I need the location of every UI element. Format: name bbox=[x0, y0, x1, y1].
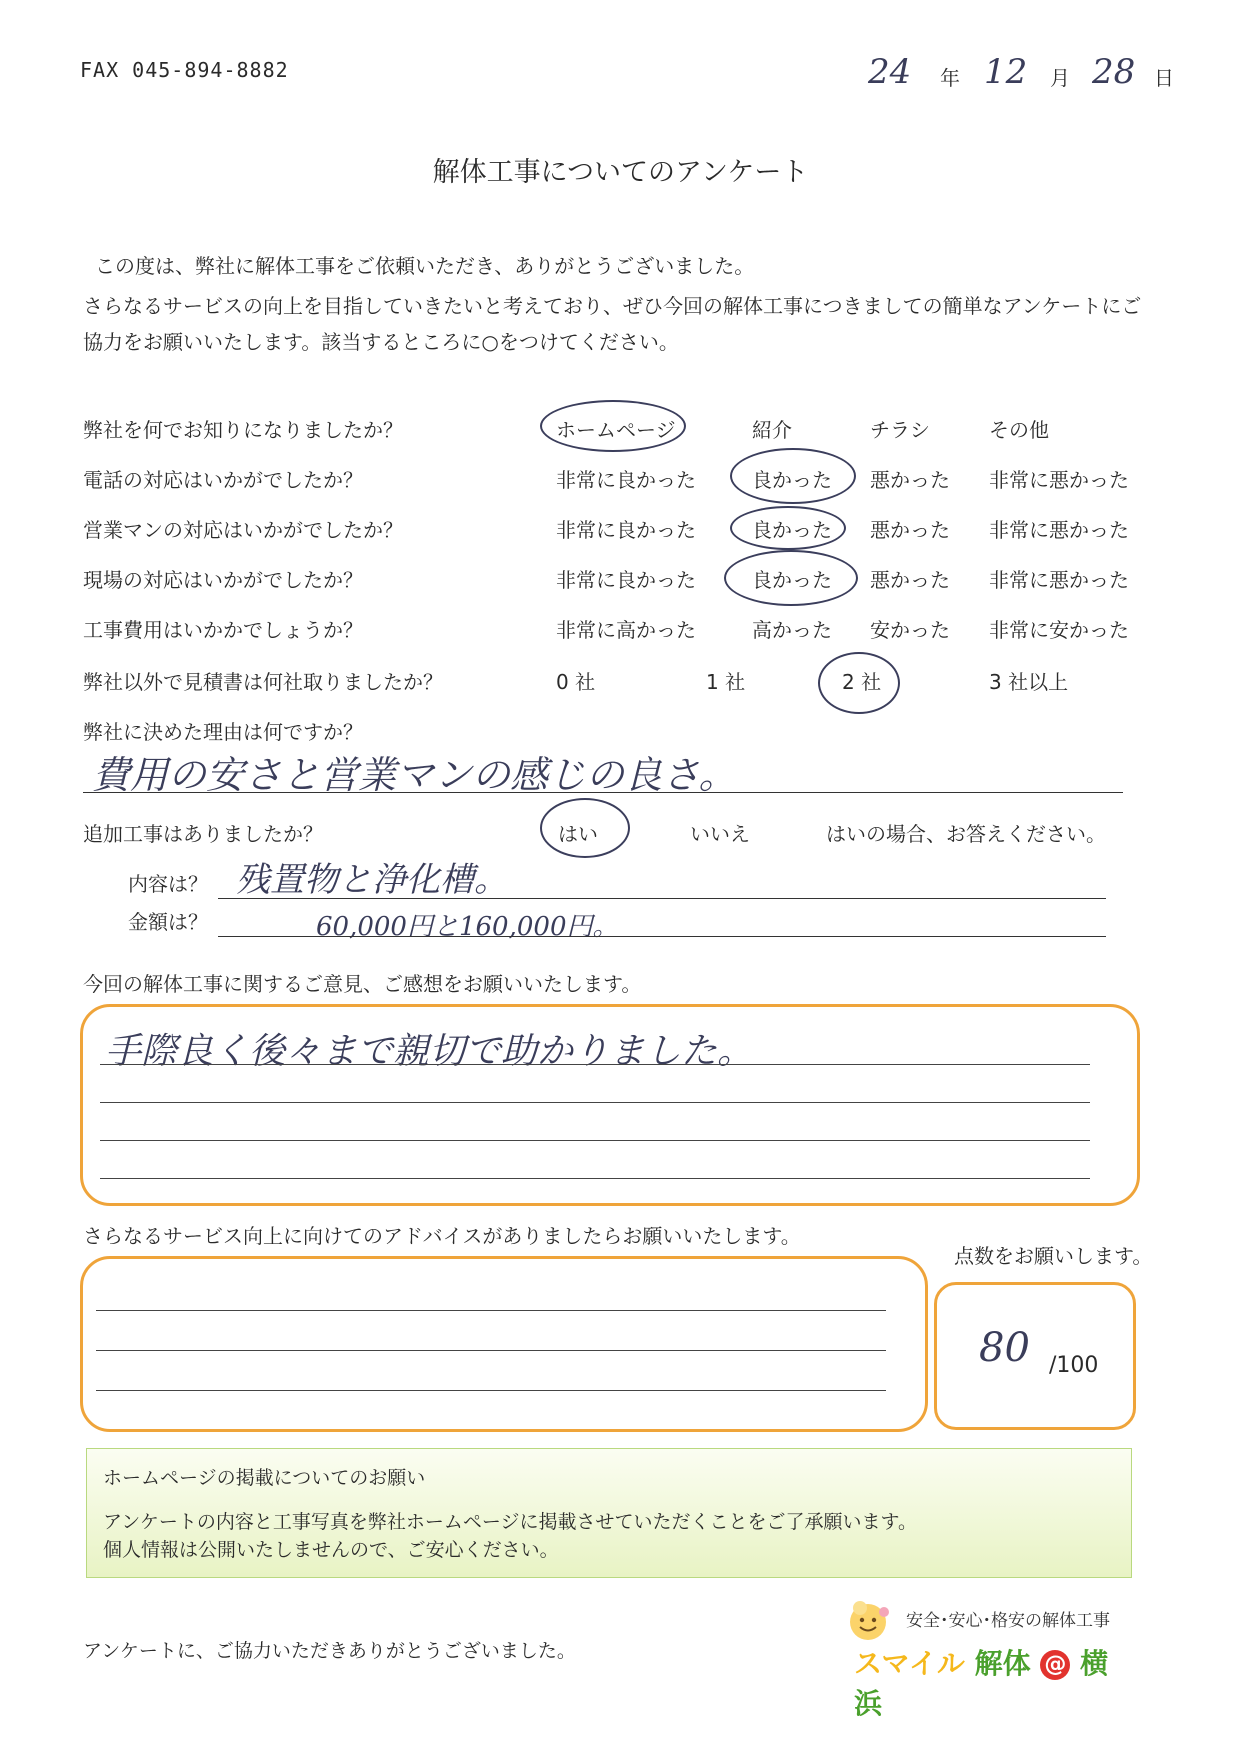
question-3: 営業マンの対応はいかがでしたか？ bbox=[83, 518, 403, 542]
notice-line-2: 個人情報は公開いたしませんので、ご安心ください。 bbox=[103, 1539, 559, 1561]
q3-option-1[interactable]: 非常に良かった bbox=[556, 518, 696, 542]
homepage-notice bbox=[86, 1448, 1132, 1578]
q1-option-3[interactable]: チラシ bbox=[870, 418, 930, 442]
logo-brand-yokohama: 横浜 bbox=[854, 1647, 1109, 1720]
advice-question: さらなるサービス向上に向けてのアドバイスがありましたらお願いいたします。 bbox=[83, 1224, 801, 1248]
reason-question: 弊社に決めた理由は何ですか？ bbox=[83, 720, 363, 744]
additional-question: 追加工事はありましたか？ bbox=[83, 822, 323, 846]
date-month-label: 月 bbox=[1050, 66, 1070, 90]
q1-option-4[interactable]: その他 bbox=[989, 418, 1049, 442]
opinion-answer: 手際良く後々まで親切で助かりました。 bbox=[105, 1031, 754, 1072]
q2-option-1[interactable]: 非常に良かった bbox=[556, 468, 696, 492]
additional-no[interactable]: いいえ bbox=[690, 822, 750, 846]
amount-label: 金額は？ bbox=[128, 910, 208, 934]
score-max: /100 bbox=[1049, 1353, 1099, 1378]
reason-answer[interactable]: 費用の安さと営業マンの感じの良さ。 bbox=[92, 753, 737, 797]
date-field bbox=[868, 52, 1174, 92]
q4-option-4[interactable]: 非常に悪かった bbox=[989, 568, 1129, 592]
intro-line-1: この度は、弊社に解体工事をご依頼いただき、ありがとうございました。 bbox=[95, 254, 755, 278]
smile-face-icon bbox=[844, 1596, 904, 1646]
logo-brand-smile: スマイル bbox=[854, 1647, 965, 1680]
additional-selection-circle bbox=[540, 798, 630, 858]
q2-option-4[interactable]: 非常に悪かった bbox=[989, 468, 1129, 492]
date-year-label: 年 bbox=[940, 66, 960, 90]
logo-brand-kaitai: 解体 bbox=[974, 1647, 1031, 1680]
question-5: 工事費用はいかかでしょうか？ bbox=[83, 618, 363, 642]
question-2: 電話の対応はいかがでしたか？ bbox=[83, 468, 363, 492]
fax-number: FAX 045-894-8882 bbox=[80, 58, 289, 82]
score-box[interactable] bbox=[934, 1282, 1136, 1430]
q3-selection-circle bbox=[730, 506, 846, 550]
q4-selection-circle bbox=[724, 550, 858, 606]
date-day: 28 bbox=[1092, 52, 1136, 92]
additional-note: はいの場合、お答えください。 bbox=[826, 822, 1106, 846]
opinion-rule-3 bbox=[100, 1140, 1090, 1141]
q1-selection-circle bbox=[540, 400, 686, 452]
amount-underline bbox=[218, 936, 1106, 937]
q1-option-2[interactable]: 紹介 bbox=[752, 418, 792, 442]
reason-underline bbox=[83, 792, 1123, 793]
content-label: 内容は？ bbox=[128, 872, 208, 896]
amount-value[interactable]: 60,000円と160,000円。 bbox=[316, 912, 619, 942]
intro-line-2: さらなるサービスの向上を目指していきたいと考えており、ぜひ今回の解体工事につきましての簡単なアンケートにご bbox=[83, 294, 1142, 318]
q6-option-3[interactable]: 2 社 bbox=[842, 670, 882, 694]
opinion-rule-1 bbox=[100, 1064, 1090, 1065]
advice-rule-3 bbox=[96, 1390, 886, 1391]
intro-line-3: 協力をお願いいたします。該当するところに○をつけてください。 bbox=[83, 330, 679, 354]
logo-at-icon: @ bbox=[1040, 1650, 1070, 1680]
q5-option-4[interactable]: 非常に安かった bbox=[989, 618, 1129, 642]
q4-option-1[interactable]: 非常に良かった bbox=[556, 568, 696, 592]
score-value: 80 bbox=[979, 1325, 1030, 1371]
q6-option-1[interactable]: 0 社 bbox=[556, 670, 596, 694]
thanks-message: アンケートに、ご協力いただきありがとうございました。 bbox=[83, 1640, 576, 1662]
question-1: 弊社を何でお知りになりましたか？ bbox=[83, 418, 403, 442]
q3-option-2[interactable]: 良かった bbox=[752, 518, 832, 542]
advice-rule-2 bbox=[96, 1350, 886, 1351]
opinion-rule-4 bbox=[100, 1178, 1090, 1179]
q2-option-2[interactable]: 良かった bbox=[752, 468, 832, 492]
question-4: 現場の対応はいかがでしたか？ bbox=[83, 568, 363, 592]
date-month: 12 bbox=[984, 52, 1028, 92]
question-6: 弊社以外で見積書は何社取りましたか？ bbox=[83, 670, 443, 694]
q6-option-2[interactable]: 1 社 bbox=[706, 670, 746, 694]
company-logo bbox=[834, 1592, 1132, 1720]
q5-option-1[interactable]: 非常に高かった bbox=[556, 618, 696, 642]
q2-selection-circle bbox=[730, 448, 856, 504]
advice-box[interactable] bbox=[80, 1256, 928, 1432]
opinion-rule-2 bbox=[100, 1102, 1090, 1103]
opinion-question: 今回の解体工事に関するご意見、ご感想をお願いいたします。 bbox=[83, 972, 642, 996]
q5-option-3[interactable]: 安かった bbox=[870, 618, 950, 642]
content-value[interactable]: 残置物と浄化槽。 bbox=[236, 860, 508, 900]
content-underline bbox=[218, 898, 1106, 899]
q4-option-2[interactable]: 良かった bbox=[752, 568, 832, 592]
q5-option-2[interactable]: 高かった bbox=[752, 618, 832, 642]
q6-selection-circle bbox=[818, 652, 900, 714]
notice-heading: ホームページの掲載についてのお願い bbox=[103, 1467, 426, 1489]
date-day-label: 日 bbox=[1154, 66, 1174, 90]
page-title: 解体工事についてのアンケート bbox=[432, 157, 809, 188]
opinion-box[interactable] bbox=[80, 1004, 1140, 1206]
notice-line-1: アンケートの内容と工事写真を弊社ホームページに掲載させていただくことをご了承願います。 bbox=[103, 1511, 917, 1533]
q1-option-1[interactable]: ホームページ bbox=[556, 418, 676, 442]
q3-option-3[interactable]: 悪かった bbox=[870, 518, 950, 542]
q6-option-4[interactable]: 3 社以上 bbox=[989, 670, 1069, 694]
date-year: 24 bbox=[868, 52, 912, 92]
score-label: 点数をお願いします。 bbox=[954, 1244, 1153, 1268]
logo-tagline: 安全･安心･格安の解体工事 bbox=[906, 1611, 1110, 1631]
logo-brand bbox=[854, 1642, 1132, 1722]
q3-option-4[interactable]: 非常に悪かった bbox=[989, 518, 1129, 542]
q4-option-3[interactable]: 悪かった bbox=[870, 568, 950, 592]
q2-option-3[interactable]: 悪かった bbox=[870, 468, 950, 492]
additional-yes[interactable]: はい bbox=[558, 822, 598, 846]
advice-rule-1 bbox=[96, 1310, 886, 1311]
